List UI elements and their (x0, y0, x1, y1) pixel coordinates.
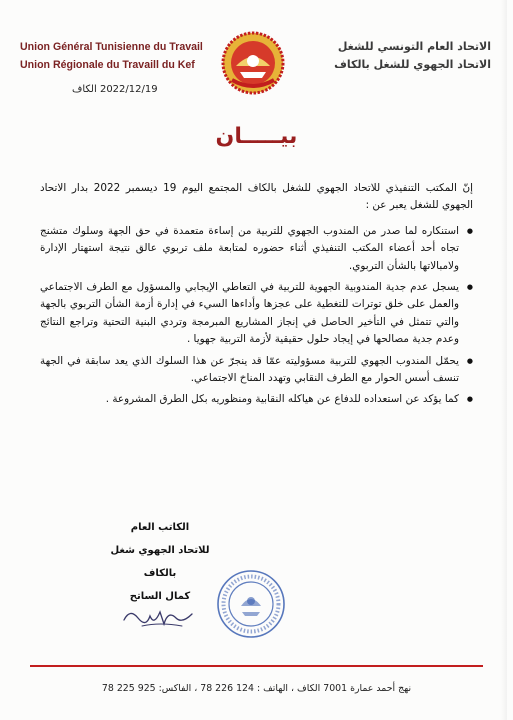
footer-address: نهج أحمد عمارة 7001 الكاف ، الهاتف : 124 226 78 ، الفاكس: 925 225 78 (101, 683, 412, 694)
header-french-line1: Union Général Tunisienne du Travail (20, 41, 203, 53)
handwritten-signature-icon (120, 600, 200, 632)
ugtt-logo-icon (218, 28, 288, 98)
union-stamp-icon (215, 568, 287, 640)
header-french (20, 38, 210, 74)
signer-name: كمال الساتح (129, 591, 191, 602)
statement-title: بيـــــان (215, 124, 298, 149)
header-arabic-line1: الاتحاد العام التونسي للشغل (337, 40, 491, 53)
header-arabic (301, 38, 491, 74)
header-french-line2: Union Régionale du Travaill du Kef (20, 59, 195, 71)
header-arabic-line2: الاتحاد الجهوي للشغل بالكاف (334, 58, 491, 71)
page-edge-shadow (501, 0, 507, 720)
statement-intro: إنّ المكتب التنفيذي للاتحاد الجهوي للشغل بالكاف المجتمع اليوم 19 ديسمبر 2022 بدار الاتحاد الجهوي للشغل يعبر عن : (40, 182, 474, 212)
date-value: 2022/12/19 (99, 84, 158, 95)
signer-org: للاتحاد الجهوي شغل بالكاف (110, 545, 210, 579)
date-line (72, 84, 212, 95)
statement-item: ● يسجل عدم جدية المندوبية الجهوية للتربية في التعاطي الإيجابي والمسؤول مع الطرف الاجتماعي والعمل على خلق توترات للتغطية على عجزها وأداءها السيء في إدارة أزمة الشأن التربوي بالجهة والتي تتمثل في التأخير الحاصل في إنجاز المشاريع المبرمجة وتردي البنية التحتية وتراجع النتائج وعدم جدية مصالحها في إيجاد حلول حقيقية لأزمة التربية جهويا . (40, 279, 473, 349)
signature-block (95, 516, 225, 608)
date-place: الكاف (72, 84, 97, 95)
statement-item: ● كما يؤكد عن استعداده للدفاع عن هياكله النقابية ومنظوريه بكل الطرق المشروعة . (40, 391, 473, 408)
statement-items (40, 223, 473, 409)
statement-item: ● استنكاره لما صدر من المندوب الجهوي للتربية من إساءة متعمدة في حق الجهة وسلوك متشنج تجاه أحد أعضاء المكتب التنفيذي أثناء حضوره لمتابعة ملف تربوي عالق نتيجة استهتار الإدارة ولامبالاتها بالشأن التربوي. (40, 223, 473, 275)
footer-rule (30, 665, 483, 667)
statement-body (40, 180, 473, 413)
statement-item: ● يحمّل المندوب الجهوي للتربية مسؤوليته عمّا قد ينجرّ عن هذا السلوك الذي يعد سابقة في الجهة تنسف أسس الحوار مع الطرف النقابي وتهدد المناخ الاجتماعي. (40, 353, 473, 388)
signer-role: الكاتب العام (130, 522, 190, 533)
